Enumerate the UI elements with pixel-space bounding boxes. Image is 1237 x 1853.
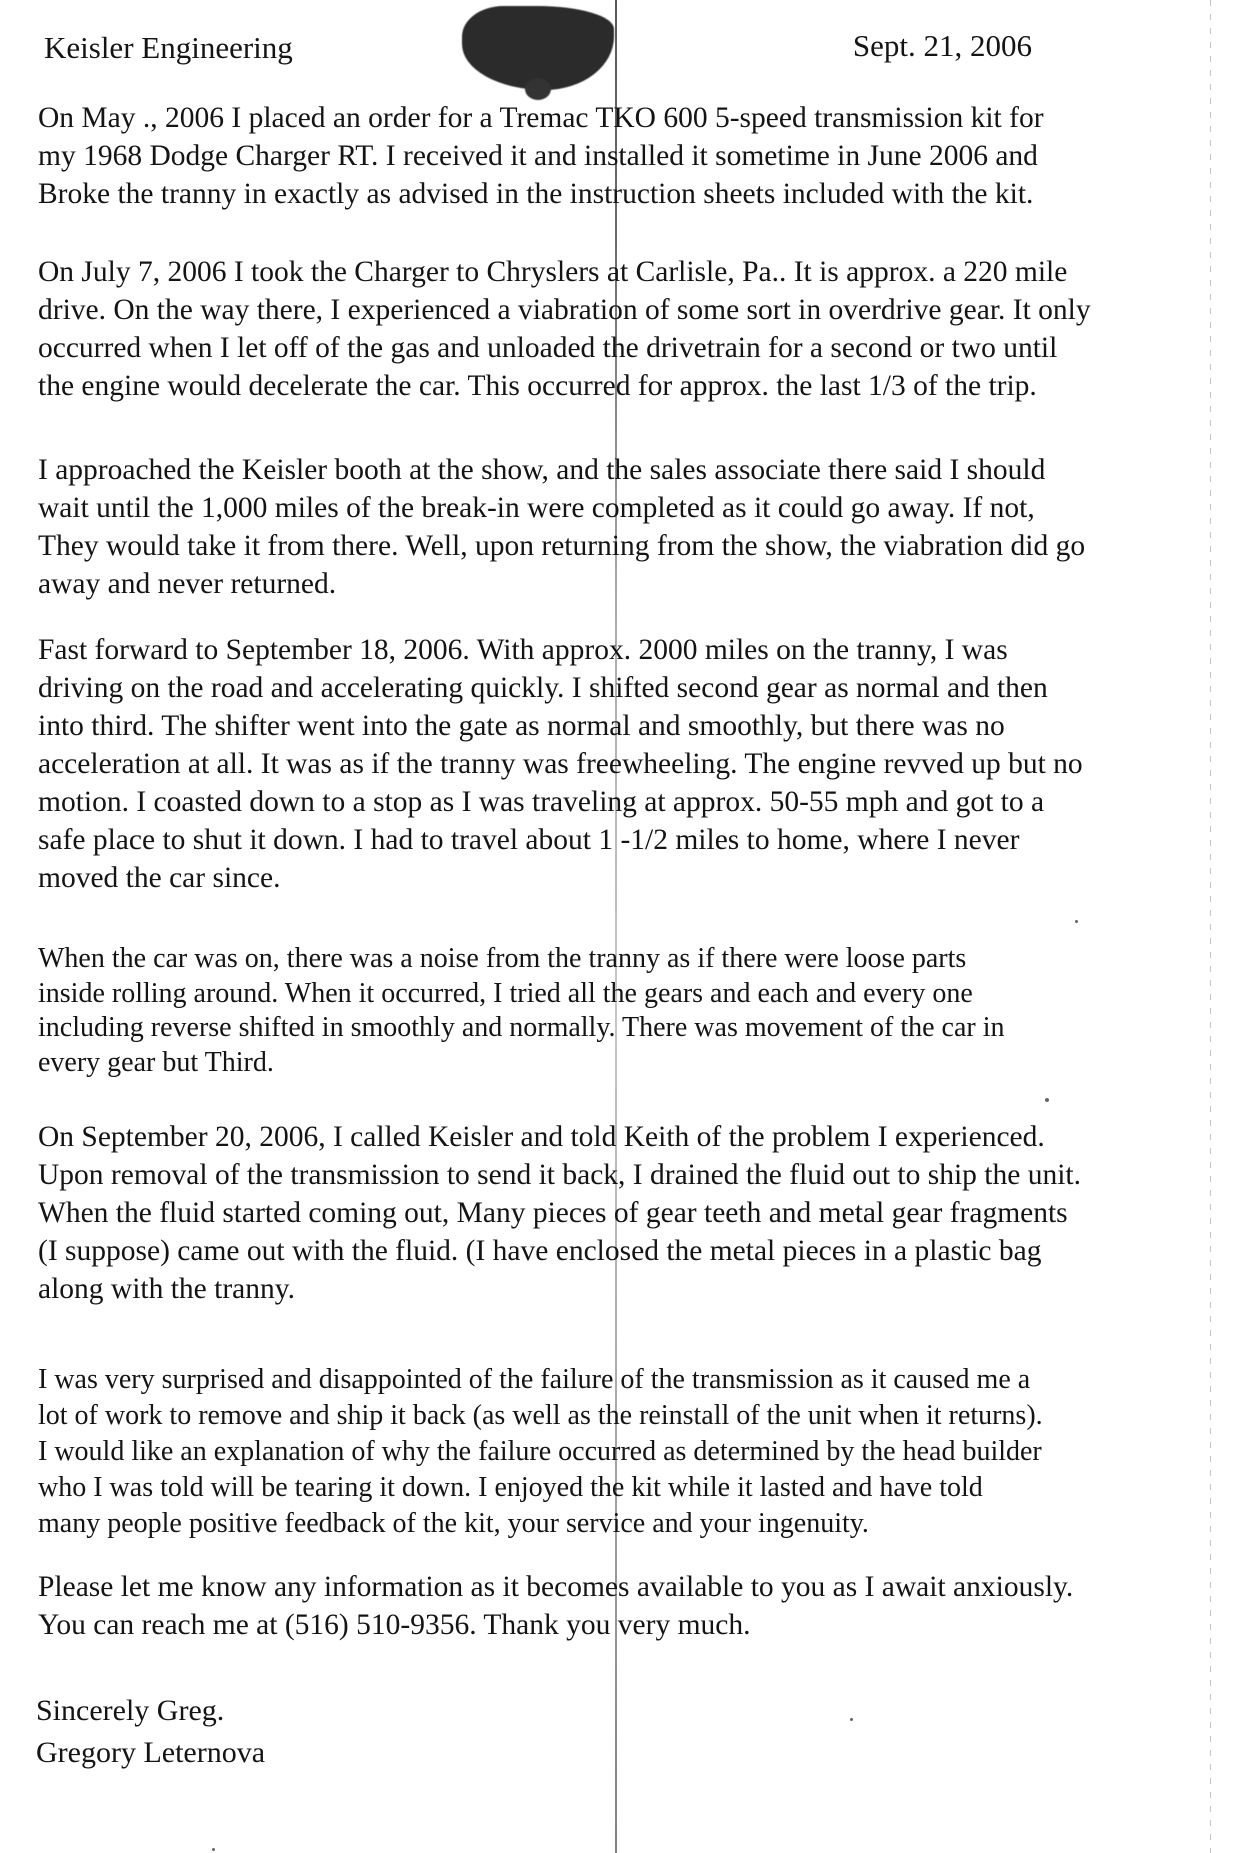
- paragraph-failure: Fast forward to September 18, 2006. With approx. 2000 miles on the tranny, I was driving on the road and accelerating quickly. I shifted second gear as normal and then into third. The shifter went into the gate as normal and smoothly, but there was no acceleration at all. It was as if the tranny was freewheeling. The engine revved up but no motion. I coasted down to a stop as I was traveling at approx. 50-55 mph and got to a safe place to shut it down. I had to travel about 1 -1/2 miles to home, where I never moved the car since.: [38, 634, 1083, 894]
- redaction-blot-tail: [525, 78, 551, 100]
- paragraph-request: I was very surprised and disappointed of the failure of the transmission as it caused me a lot of work to remove and ship it back (as well as the reinstall of the unit when it returns). I would like an explanation of why the failure occurred as determined by the head builder who I was told will be tearing it down. I enjoyed the kit while it lasted and have told many people positive feedback of the kit, your service and your ingenuity.: [38, 1364, 1043, 1539]
- paragraph-booth: I approached the Keisler booth at the show, and the sales associate there said I should wait until the 1,000 miles of the break-in were completed as it could go away. If not, They would take it from there. Well, upon returning from the show, the viabration did go away and never returned.: [38, 454, 1086, 600]
- paragraph-call: On September 20, 2006, I called Keisler and told Keith of the problem I experienced. Upon removal of the transmission to send it back, I drained the fluid out to ship the unit. When the fluid started coming out, Many pieces of gear teeth and metal gear fragments (I suppose) came out with the fluid. (I have enclosed the metal pieces in a plastic bag along with the tranny.: [38, 1121, 1081, 1305]
- letter-date: Sept. 21, 2006: [852, 28, 1032, 63]
- paragraph-trip: On July 7, 2006 I took the Charger to Chryslers at Carlisle, Pa.. It is approx. a 220 mile drive. On the way there, I experienced a viabration of some sort in overdrive gear. It only occurred when I let off of the gas and unloaded the drivetrain for a second or two until the engine would decelerate the car. This occurred for approx. the last 1/3 of the trip.: [38, 256, 1091, 402]
- paragraph-contact: Please let me know any information as it becomes available to you as I await anxiously. You can reach me at (516) 510-9356. Thank you very much.: [38, 1571, 1074, 1641]
- scan-speck: [1045, 1098, 1049, 1102]
- scan-speck: [1075, 920, 1078, 923]
- paragraph-noise: When the car was on, there was a noise from the tranny as if there were loose parts inside rolling around. When it occurred, I tried all the gears and each and every one including reverse shifted in smoothly and normally. There was movement of the car in every gear but Third.: [38, 943, 1005, 1078]
- paragraph-order: On May ., 2006 I placed an order for a Tremac TKO 600 5-speed transmission kit for my 1968 Dodge Charger RT. I received it and installed it sometime in June 2006 and Broke the tranny in exactly as advised in the instruction sheets included with the kit.: [38, 102, 1044, 210]
- signature-block: Sincerely Greg. Gregory Leternova: [36, 1694, 266, 1769]
- scan-speck: [212, 1848, 215, 1851]
- recipient-company: Keisler Engineering: [44, 30, 293, 65]
- scan-speck: [850, 1718, 853, 1721]
